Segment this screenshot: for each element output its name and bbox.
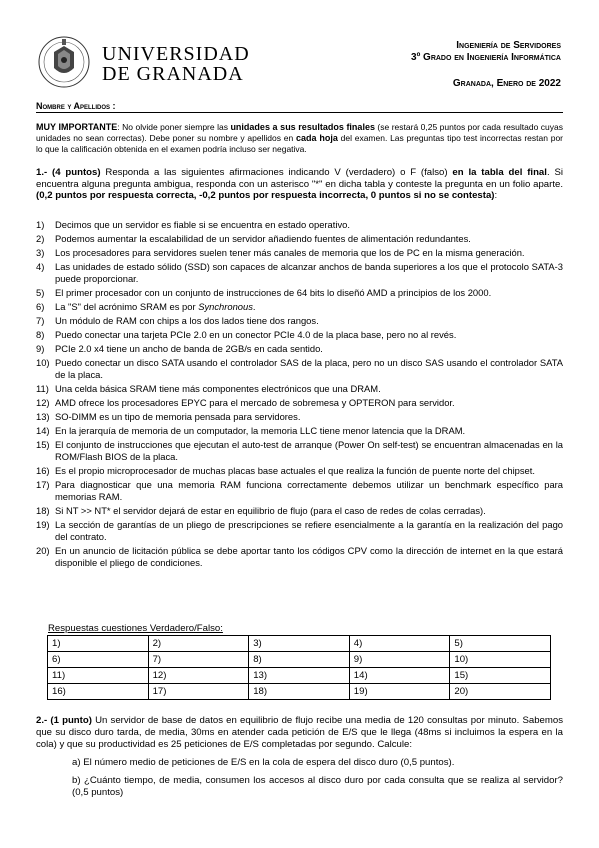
- answer-cell[interactable]: 9): [349, 652, 450, 668]
- statement-number: 17): [36, 479, 50, 491]
- statement-text: Los procesadores para servidores suelen tener más canales de memoria que los de PC en la misma generación.: [55, 246, 525, 258]
- answers-table-title: Respuestas cuestiones Verdadero/Falso:: [48, 623, 223, 634]
- question-2-statement: [36, 715, 563, 751]
- student-name-label: Nombre y Apellidos :: [36, 101, 116, 111]
- answer-cell[interactable]: 8): [249, 652, 350, 668]
- statement-number: 4): [36, 260, 45, 272]
- exam-date: Granada, Enero de 2022: [452, 78, 561, 89]
- statement-number: 7): [36, 315, 45, 326]
- university-crest-logo: [38, 34, 90, 90]
- university-line-2: DE GRANADA: [102, 63, 244, 85]
- statement-number: 5): [36, 287, 45, 299]
- statement-text: Un módulo de RAM con chips a los dos lados tiene dos rangos.: [55, 315, 319, 326]
- answer-cell[interactable]: 10): [450, 652, 551, 668]
- answer-cell[interactable]: 15): [450, 668, 551, 684]
- statement-text: El primer procesador con un conjunto de instrucciones de 64 bits lo diseñó AMD a principios de los 2000.: [55, 287, 492, 299]
- answer-cell[interactable]: 5): [450, 636, 551, 652]
- answer-cell[interactable]: 13): [249, 668, 350, 684]
- notice-text-b: (se restará 0,25 puntos por cada resultado cuyas unidades no sean correctas). Debe poner su nombre y apellidos en: [36, 122, 563, 143]
- statement-item: [36, 425, 563, 437]
- statement-text: Puedo conectar un disco SATA usando el controlador SAS de la placa, pero no un disco SAS usando el controlador SATA de la placa.: [55, 356, 563, 381]
- statement-item: [36, 411, 563, 423]
- question-2-number: 2.- (1 punto): [36, 715, 92, 726]
- university-name: [102, 44, 250, 84]
- statement-item: [36, 343, 563, 355]
- statement-item: [36, 479, 563, 503]
- statement-item: [36, 233, 563, 245]
- statement-number: 20): [36, 545, 50, 557]
- statement-number: 13): [36, 411, 50, 422]
- statement-text: En la jerarquía de memoria de un computador, la memoria LLC tiene menor latencia que la DRAM.: [55, 424, 466, 436]
- statement-text: AMD ofrece los procesadores EPYC para el mercado de sobremesa y OPTERON para servidor.: [55, 397, 455, 409]
- statement-item: [36, 439, 563, 463]
- answer-cell[interactable]: 16): [48, 684, 149, 700]
- statement-item: [36, 545, 563, 569]
- statement-text: La "S" del acrónimo SRAM es por Synchronous.: [55, 301, 256, 313]
- important-notice: [36, 122, 563, 155]
- statement-item: [36, 357, 563, 381]
- question-1-text-b: . Si encuentra alguna pregunta ambigua, responda con un asterisco "*" en dicha tabla y conteste la pregunta en un folio aparte.: [36, 167, 563, 190]
- statement-text: La sección de garantías de un pliego de prescripciones se refiere esencialmente a la garantía en la realización del pago del contrato.: [55, 519, 563, 543]
- statement-item: [36, 315, 563, 327]
- statement-number: 11): [36, 383, 49, 395]
- statement-text: PCIe 2.0 x4 tiene un ancho de banda de 2GB/s en cada sentido.: [55, 342, 323, 354]
- statement-item: [36, 519, 563, 543]
- question-1-statement: [36, 167, 563, 202]
- notice-text-c: del examen. Las preguntas tipo test incorrectas restan por lo que la calificación obtenida en el examen podría incluso ser negativa.: [36, 133, 564, 154]
- statement-text: Una celda básica SRAM tiene más componentes electrónicos que una DRAM.: [55, 383, 381, 395]
- statement-text: En un anuncio de licitación pública se debe aportar tanto los códigos CPV como la dirección de internet en la que estará disponible el pliego de condiciones.: [55, 545, 563, 569]
- exam-header-info: [411, 40, 561, 90]
- question-2b: b) ¿Cuánto tiempo, de media, consumen los accesos al disco duro por cada consulta que se realiza al servidor? (0,5 puntos): [72, 775, 563, 798]
- statement-item: [36, 247, 563, 259]
- statement-number: 18): [36, 505, 50, 517]
- answer-cell[interactable]: 6): [48, 652, 149, 668]
- statement-item: [36, 301, 563, 313]
- answer-cell[interactable]: 7): [148, 652, 249, 668]
- answers-row: [48, 684, 551, 700]
- statement-item: [36, 397, 563, 409]
- answers-row: [48, 636, 551, 652]
- statement-item: [36, 287, 563, 299]
- statement-text: Podemos aumentar la escalabilidad de un servidor añadiendo fuentes de alimentación redundantes.: [55, 232, 471, 244]
- answers-table: [47, 635, 551, 700]
- statement-number: 2): [36, 232, 45, 244]
- statement-number: 9): [36, 342, 45, 354]
- answer-cell[interactable]: 14): [349, 668, 450, 684]
- degree-title: 3º Grado en Ingeniería Informática: [411, 52, 561, 63]
- statement-text: Puedo conectar una tarjeta PCIe 2.0 en un conector PCIe 4.0 de la placa base, pero no al revés.: [55, 328, 457, 340]
- question-1-text-c: :: [494, 190, 498, 202]
- statement-number: 6): [36, 301, 45, 313]
- statement-text: Para diagnosticar que una memoria RAM funciona correctamente debemos utilizar un benchmark específico para memorias RAM.: [55, 479, 563, 503]
- statement-item: [36, 465, 563, 477]
- answer-cell[interactable]: 17): [148, 684, 249, 700]
- statement-text: Las unidades de estado sólido (SSD) son capaces de alcanzar anchos de banda superiores a los que el protocolo SATA-3 puede proporcionar.: [55, 260, 563, 285]
- question-2: [36, 715, 563, 799]
- statement-text: Si NT >> NT* el servidor dejará de estar en equilibrio de flujo (para el caso de redes de colas cerradas).: [55, 505, 486, 517]
- question-1-number: 1.- (4 puntos): [36, 167, 101, 178]
- statement-text: SO-DIMM es un tipo de memoria pensada para servidores.: [55, 411, 301, 422]
- question-1-bold-b: (0,2 puntos por respuesta correcta, -0,2 puntos por respuesta incorrecta, 0 puntos si no se contesta): [36, 190, 495, 202]
- course-title: Ingeniería de Servidores: [456, 40, 561, 51]
- answers-row: [48, 652, 551, 668]
- answer-cell[interactable]: 19): [349, 684, 450, 700]
- statement-item: [36, 219, 563, 231]
- answer-cell[interactable]: 12): [148, 668, 249, 684]
- question-2-text: Un servidor de base de datos en equilibrio de flujo recibe una media de 120 consultas por minuto. Sabemos que su disco duro tarda, de media, 30ms en atender cada petición de E/S que le llega (48ms si incluimos la espera en la cola) y que su productividad es 25 peticiones de E/S completadas por segundo. Calcule:: [36, 715, 563, 750]
- statement-text: El conjunto de instrucciones que ejecutan el auto-test de arranque (Power On self-test) se encuentran almacenadas en la ROM/Flash BIOS de la placa.: [55, 438, 563, 463]
- question-1-text-a: Responda a las siguientes afirmaciones indicando V (verdadero) o F (falso): [100, 167, 453, 178]
- statement-number: 19): [36, 519, 50, 531]
- answer-cell[interactable]: 1): [48, 636, 149, 652]
- statement-text: Es el propio microprocesador de muchas placas base actuales el que realiza la función de puente norte del chipset.: [55, 465, 535, 477]
- statement-number: 12): [36, 397, 50, 409]
- notice-text-a: : No olvide poner siempre las: [117, 122, 231, 132]
- question-1-bold-a: en la tabla del final: [452, 167, 547, 178]
- question-2a: a) El número medio de peticiones de E/S en la cola de espera del disco duro (0,5 puntos).: [72, 757, 455, 768]
- statement-number: 10): [36, 356, 50, 368]
- notice-bold-a: unidades a sus resultados finales: [230, 122, 375, 132]
- notice-strong: MUY IMPORTANTE: [36, 122, 118, 132]
- answer-cell[interactable]: 2): [148, 636, 249, 652]
- true-false-statements-list: [36, 219, 563, 571]
- answer-cell[interactable]: 20): [450, 684, 551, 700]
- answer-cell[interactable]: 11): [48, 668, 149, 684]
- statement-item: [36, 329, 563, 341]
- statement-number: 1): [36, 219, 45, 230]
- statement-number: 16): [36, 465, 50, 477]
- answers-row: [48, 668, 551, 684]
- statement-number: 14): [36, 424, 50, 436]
- statement-number: 15): [36, 438, 50, 450]
- statement-text: Decimos que un servidor es fiable si se encuentra en estado operativo.: [55, 219, 350, 230]
- statement-item: [36, 261, 563, 285]
- student-name-field[interactable]: [36, 101, 563, 113]
- statement-number: 3): [36, 246, 45, 258]
- notice-bold-b: cada hoja: [295, 133, 338, 143]
- answer-cell[interactable]: 4): [349, 636, 450, 652]
- statement-item: [36, 505, 563, 517]
- answer-cell[interactable]: 18): [249, 684, 350, 700]
- answer-cell[interactable]: 3): [249, 636, 350, 652]
- statement-number: 8): [36, 328, 45, 340]
- university-line-1: UNIVERSIDAD: [102, 43, 250, 65]
- statement-item: [36, 383, 563, 395]
